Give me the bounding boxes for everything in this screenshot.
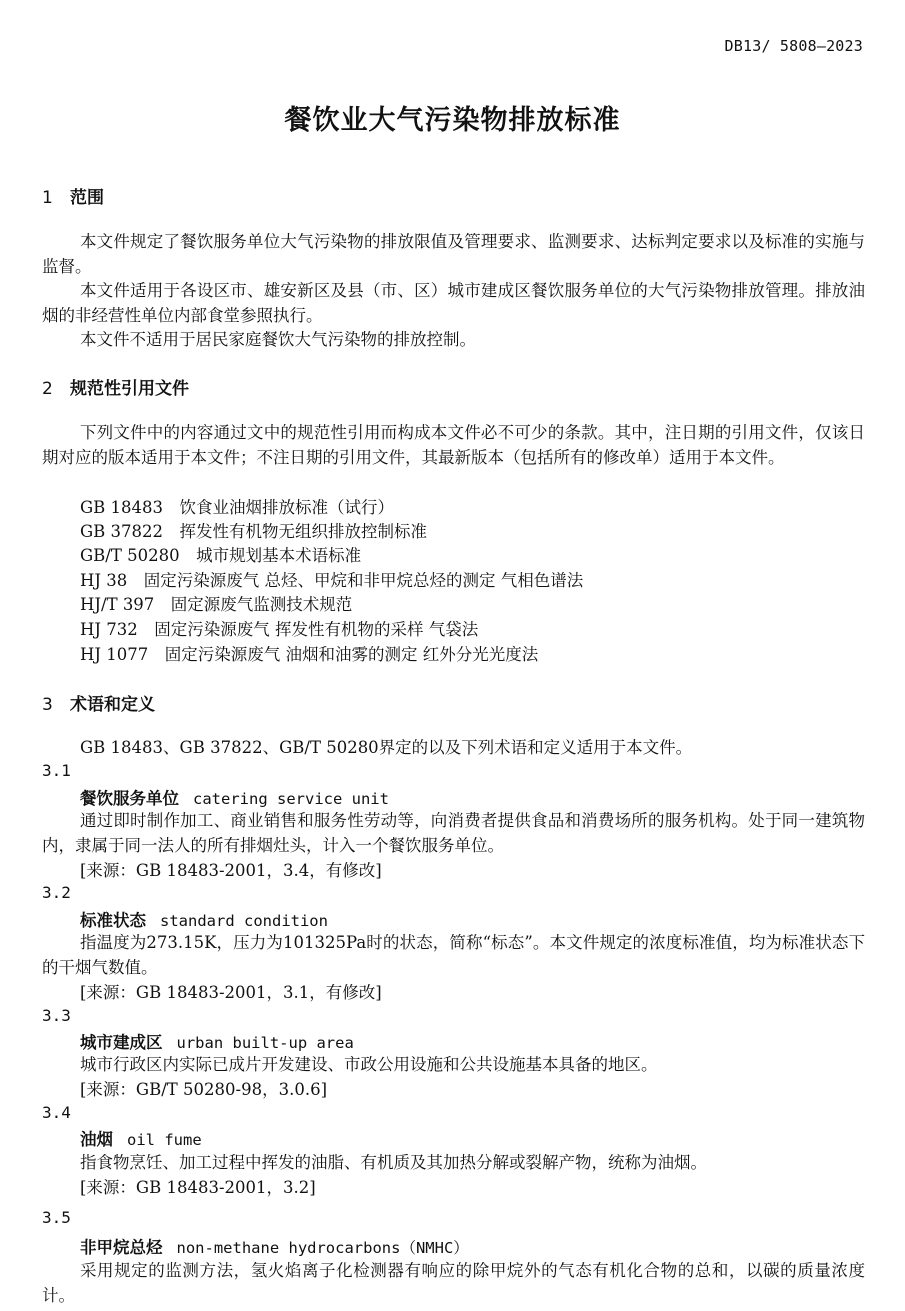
- reference-item: GB 37822 挥发性有机物无组织排放控制标准: [80, 522, 428, 541]
- section-1-heading: [42, 183, 104, 208]
- standard-code: DB13/ 5808—2023: [724, 37, 863, 55]
- term-heading: [80, 785, 389, 809]
- reference-item: HJ 1077 固定污染源废气 油烟和油雾的测定 红外分光光度法: [80, 645, 539, 664]
- term-definition: 城市行政区内实际已成片开发建设、市政公用设施和公共设施基本具备的地区。: [79, 1055, 658, 1074]
- term-heading: [80, 1234, 469, 1258]
- section-number: 3: [42, 695, 53, 715]
- paragraph: 本文件不适用于居民家庭餐饮大气污染物的排放控制。: [79, 330, 476, 349]
- term-number: 3.2: [42, 883, 71, 902]
- section-3-heading: [42, 690, 155, 715]
- reference-item: HJ 732 固定污染源废气 挥发性有机物的采样 气袋法: [80, 620, 479, 639]
- section-intro: GB 18483、GB 37822、GB/T 50280界定的以及下列术语和定义适用于本文件。: [80, 738, 693, 757]
- reference-item: GB/T 50280 城市规划基本术语标准: [80, 546, 362, 565]
- reference-item: HJ 38 固定污染源废气 总烃、甲烷和非甲烷总烃的测定 气相色谱法: [80, 571, 584, 590]
- section-title: 范围: [70, 188, 104, 208]
- section-title: 术语和定义: [70, 695, 155, 715]
- term-heading: [80, 1029, 354, 1053]
- term-source: [来源：GB 18483-2001，3.2]: [80, 1178, 316, 1197]
- term-source: [来源：GB 18483-2001，3.1，有修改]: [80, 983, 382, 1002]
- term-number: 3.3: [42, 1006, 71, 1025]
- paragraph: 本文件规定了餐饮服务单位大气污染物的排放限值及管理要求、监测要求、达标判定要求以及标准的实施与监督。: [42, 232, 865, 276]
- term-heading: [80, 907, 328, 931]
- term-zh: 餐饮服务单位: [80, 789, 179, 808]
- term-zh: 非甲烷总烃: [80, 1238, 163, 1257]
- reference-item: GB 18483 饮食业油烟排放标准（试行）: [80, 498, 395, 517]
- section-2-heading: [42, 374, 189, 399]
- term-definition: 指食物烹饪、加工过程中挥发的油脂、有机质及其加热分解或裂解产物，统称为油烟。: [79, 1153, 707, 1172]
- term-definition: 采用规定的监测方法，氢火焰离子化检测器有响应的除甲烷外的气态有机化合物的总和，以碳的质量浓度计。: [42, 1261, 865, 1305]
- term-definition: 指温度为273.15K，压力为101325Pa时的状态，简称“标态”。本文件规定的浓度标准值，均为标准状态下的干烟气数值。: [42, 933, 865, 977]
- section-number: 1: [42, 188, 53, 208]
- term-number: 3.5: [42, 1208, 71, 1227]
- paragraph: 本文件适用于各设区市、雄安新区及县（市、区）城市建成区餐饮服务单位的大气污染物排放管理。排放油烟的非经营性单位内部食堂参照执行。: [42, 281, 865, 325]
- document-title: 餐饮业大气污染物排放标准: [284, 105, 621, 136]
- section-number: 2: [42, 379, 53, 399]
- term-en: catering service unit: [193, 790, 389, 808]
- term-en: urban built-up area: [176, 1034, 354, 1052]
- term-en: oil fume: [127, 1131, 202, 1149]
- section-title: 规范性引用文件: [70, 379, 189, 399]
- term-zh: 城市建成区: [80, 1033, 163, 1052]
- term-zh: 油烟: [80, 1130, 113, 1149]
- term-heading: [80, 1126, 202, 1150]
- reference-item: HJ/T 397 固定源废气监测技术规范: [80, 595, 353, 614]
- term-number: 3.1: [42, 761, 71, 780]
- term-en: standard condition: [160, 912, 328, 930]
- term-number: 3.4: [42, 1103, 71, 1122]
- term-definition: 通过即时制作加工、商业销售和服务性劳动等，向消费者提供食品和消费场所的服务机构。处于同一建筑物内，隶属于同一法人的所有排烟灶头，计入一个餐饮服务单位。: [42, 811, 865, 855]
- term-source: [来源：GB 18483-2001，3.4，有修改]: [80, 861, 382, 880]
- paragraph: 下列文件中的内容通过文中的规范性引用而构成本文件必不可少的条款。其中，注日期的引用文件，仅该日期对应的版本适用于本文件；不注日期的引用文件，其最新版本（包括所有的修改单）适用于本文件。: [42, 423, 865, 467]
- term-source: [来源：GB/T 50280-98，3.0.6]: [80, 1080, 328, 1099]
- term-en: non-methane hydrocarbons（NMHC）: [176, 1239, 469, 1257]
- term-zh: 标准状态: [80, 911, 146, 930]
